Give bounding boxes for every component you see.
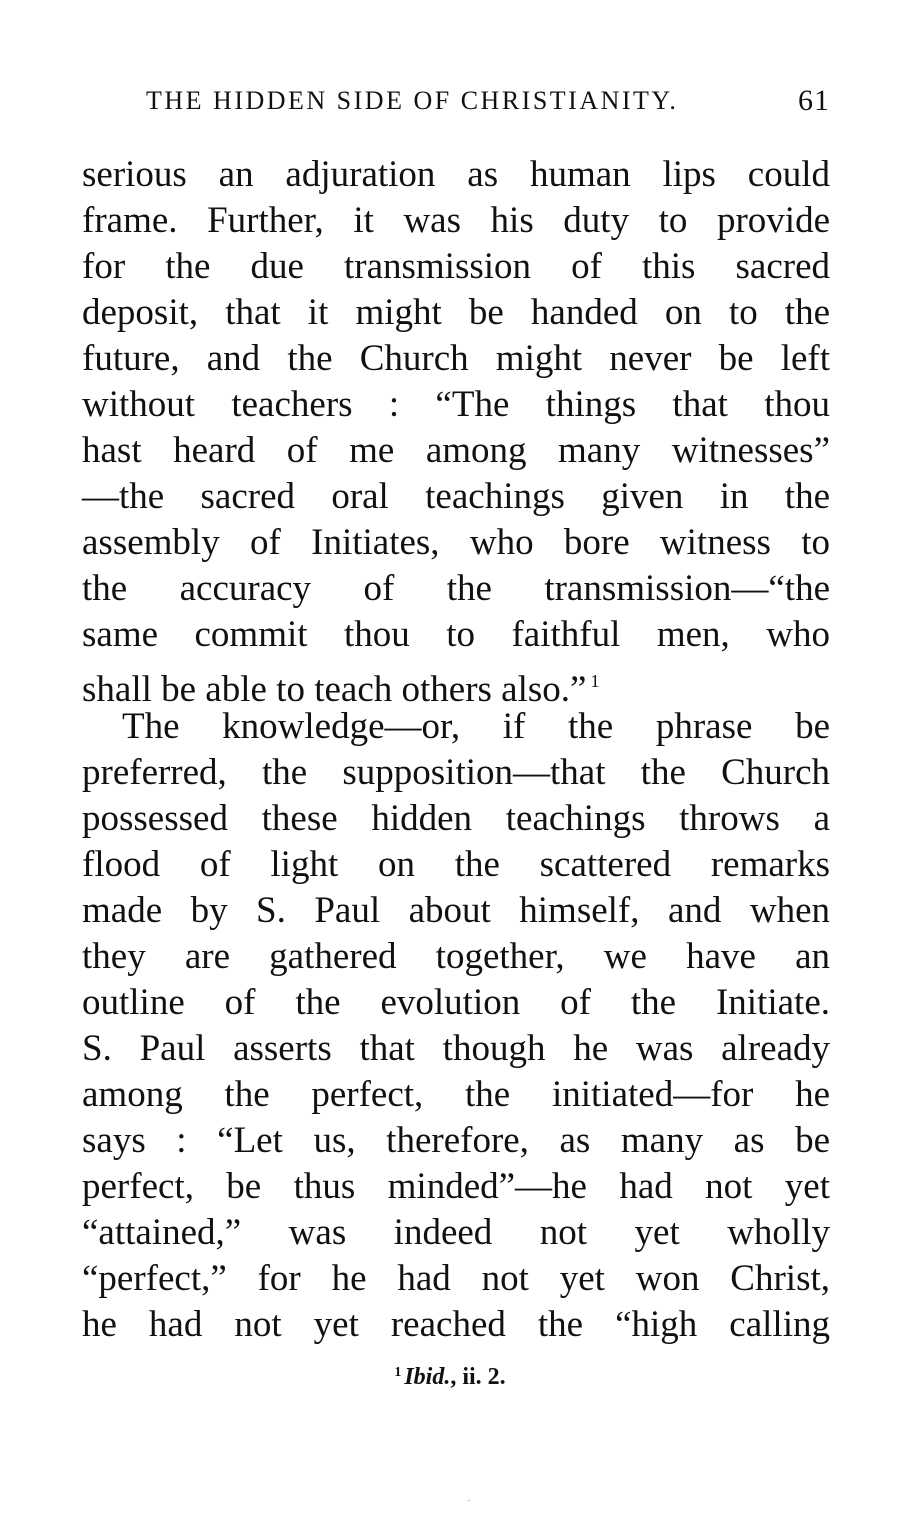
text-line: among the perfect, the initiated—for he — [82, 1074, 830, 1115]
text-line: without teachers : “The things that thou — [82, 384, 830, 425]
page-number: 61 — [798, 84, 830, 117]
text-line: —the sacred oral teachings given in the — [82, 476, 830, 517]
text-line: hast heard of me among many witnesses” — [82, 430, 830, 471]
text-line: assembly of Initiates, who bore witness to — [82, 522, 830, 563]
text-line: perfect, be thus minded”—he had not yet — [82, 1166, 830, 1207]
text-line: outline of the evolution of the Initiate. — [82, 982, 830, 1023]
paragraph-end-line — [82, 658, 830, 710]
text-line: possessed these hidden teachings throws a — [82, 798, 830, 839]
text-line: The knowledge—or, if the phrase be — [122, 706, 830, 747]
text-line: the accuracy of the transmission—“the — [82, 568, 830, 609]
text-line: “perfect,” for he had not yet won Christ, — [82, 1258, 830, 1299]
text-line: future, and the Church might never be left — [82, 338, 830, 379]
print-speck — [468, 1500, 470, 1501]
text-line: deposit, that it might be handed on to the — [82, 292, 830, 333]
text-line: he had not yet reached the “high calling — [82, 1304, 830, 1345]
text-line: flood of light on the scattered remarks — [82, 844, 830, 885]
text-line: says : “Let us, therefore, as many as be — [82, 1120, 830, 1161]
text-line: shall be able to teach others also.” — [82, 669, 587, 710]
text-line: frame. Further, it was his duty to provide — [82, 200, 830, 241]
footnote-citation: Ibid. — [404, 1364, 451, 1390]
footnote-locator: , ii. 2. — [450, 1364, 506, 1390]
body-text — [82, 152, 830, 1348]
footnote-reference: 1 — [590, 671, 600, 691]
text-line: they are gathered together, we have an — [82, 936, 830, 977]
footnote-mark: 1 — [394, 1365, 402, 1380]
text-line: made by S. Paul about himself, and when — [82, 890, 830, 931]
text-line: same commit thou to faithful men, who — [82, 614, 830, 655]
footnote — [0, 1358, 900, 1392]
text-line: for the due transmission of this sacred — [82, 246, 830, 287]
text-line: “attained,” was indeed not yet wholly — [82, 1212, 830, 1253]
running-head-title: THE HIDDEN SIDE OF CHRISTIANITY. — [146, 86, 679, 115]
text-line: serious an adjuration as human lips could — [82, 154, 830, 195]
text-line: S. Paul asserts that though he was already — [82, 1028, 830, 1069]
text-line: preferred, the supposition—that the Church — [82, 752, 830, 793]
